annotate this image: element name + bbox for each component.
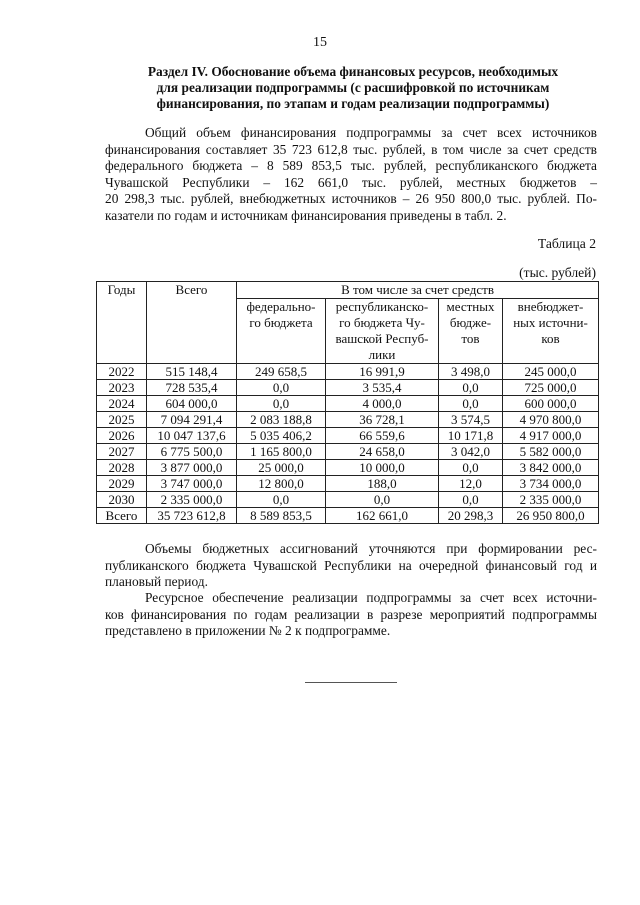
paragraph-line: Чувашской Республики – 162 661,0 тыс. рублей, местных бюджетов – [105,174,597,190]
paragraph-line: ков финансирования по годам реализации в разрезе мероприятий подпрограммы [105,606,597,622]
resources-paragraph [105,590,597,640]
table-cell: 0,0 [326,492,439,508]
table-row [97,444,599,460]
table-cell: 10 171,8 [439,428,503,444]
table-cell: 2024 [97,396,147,412]
table-cell: 1 165 800,0 [237,444,326,460]
table-cell: 725 000,0 [503,380,599,396]
table-cell: 3 574,5 [439,412,503,428]
table-cell: 36 728,1 [326,412,439,428]
table-row [97,508,599,524]
table-cell: 2 083 188,8 [237,412,326,428]
header-line: лики [368,347,396,362]
table-cell: 4 000,0 [326,396,439,412]
table-row [97,364,599,380]
header-line: федерально- [246,299,316,314]
table-cell: 3 842 000,0 [503,460,599,476]
table-cell: 4 970 800,0 [503,412,599,428]
table-cell: 600 000,0 [503,396,599,412]
table-cell: 3 877 000,0 [147,460,237,476]
table-cell: 3 535,4 [326,380,439,396]
financing-table [96,281,599,524]
table-cell: 10 000,0 [326,460,439,476]
table-cell: 2 335 000,0 [503,492,599,508]
table-cell: 0,0 [439,380,503,396]
table-cell: 0,0 [237,492,326,508]
table-cell: 2027 [97,444,147,460]
section-title-line: для реализации подпрограммы (с расшифровкой по источникам [156,80,550,95]
table-row [97,412,599,428]
header-line: ков [541,331,560,346]
table-cell: 2022 [97,364,147,380]
table-cell: 3 734 000,0 [503,476,599,492]
page-number: 15 [313,35,327,50]
table-row [97,396,599,412]
header-extrabudgetary [503,299,599,364]
table-cell: 66 559,6 [326,428,439,444]
table-row [97,460,599,476]
table-row [97,492,599,508]
header-years: Годы [97,282,147,364]
table-cell: 26 950 800,0 [503,508,599,524]
table-cell: 10 047 137,6 [147,428,237,444]
table-cell: 12 800,0 [237,476,326,492]
header-line: республиканско- [335,299,429,314]
header-line: тов [461,331,480,346]
table-cell: 4 917 000,0 [503,428,599,444]
header-line: ных источни- [513,315,588,330]
table-cell: 12,0 [439,476,503,492]
section-title-line: Раздел IV. Обоснование объема финансовых ресурсов, необходимых [147,64,559,79]
table-cell: 2026 [97,428,147,444]
table-cell: 25 000,0 [237,460,326,476]
table-cell: 0,0 [439,460,503,476]
table-cell: 3 498,0 [439,364,503,380]
table-cell: 2030 [97,492,147,508]
table-cell: 8 589 853,5 [237,508,326,524]
header-local [439,299,503,364]
header-federal [237,299,326,364]
table-cell: 2029 [97,476,147,492]
paragraph-line: плановый период. [105,574,208,589]
paragraph-line: представлено в приложении № 2 к подпрограмме. [105,623,391,638]
header-line: бюдже- [449,315,492,330]
table-row [97,428,599,444]
table-cell: 604 000,0 [147,396,237,412]
table-cell: 0,0 [439,396,503,412]
table-cell: 0,0 [237,380,326,396]
header-total: Всего [147,282,237,364]
header-line: вашской Респуб- [335,331,429,346]
table-row [97,380,599,396]
paragraph-line: казатели по годам и источникам финансирования приведены в табл. 2. [105,207,507,223]
paragraph-line: 20 298,3 тыс. рублей, внебюджетных источников – 26 950 800,0 тыс. рублей. По- [105,191,597,206]
section-title [118,64,588,112]
paragraph-line: Ресурсное обеспечение реализации подпрограммы за счет всех источни- [145,590,597,605]
table-cell: 16 991,9 [326,364,439,380]
paragraph-line: Общий объем финансирования подпрограммы за счет всех источников [145,125,597,140]
table-cell: 35 723 612,8 [147,508,237,524]
table-cell: 249 658,5 [237,364,326,380]
table-cell: 7 094 291,4 [147,412,237,428]
header-group: В том числе за счет средств [237,282,599,299]
table-cell: 188,0 [326,476,439,492]
table-cell: 2 335 000,0 [147,492,237,508]
table-cell: 2028 [97,460,147,476]
table-cell: 0,0 [237,396,326,412]
table-cell: 24 658,0 [326,444,439,460]
header-line: го бюджета [249,315,313,330]
header-republic [326,299,439,364]
header-line: местных [446,299,495,314]
table-cell: Всего [97,508,147,524]
paragraph-line: финансирования составляет 35 723 612,8 тыс. рублей, в том числе за счет средств [105,141,597,157]
table-cell: 0,0 [439,492,503,508]
table-cell: 728 535,4 [147,380,237,396]
table-label: Таблица 2 [537,236,596,251]
table-row [97,476,599,492]
table-cell: 3 042,0 [439,444,503,460]
table-cell: 515 148,4 [147,364,237,380]
table-cell: 2025 [97,412,147,428]
table-cell: 5 035 406,2 [237,428,326,444]
header-line: внебюджет- [517,299,584,314]
table-cell: 245 000,0 [503,364,599,380]
paragraph-line: публиканского бюджета Чувашской Республики на очередной финансовый год и [105,557,597,573]
table-cell: 3 747 000,0 [147,476,237,492]
table-body [97,364,599,524]
table-cell: 162 661,0 [326,508,439,524]
section-title-line: финансирования, по этапам и годам реализации подпрограммы) [156,96,550,111]
table-cell: 6 775 500,0 [147,444,237,460]
table-cell: 2023 [97,380,147,396]
header-line: го бюджета Чу- [339,315,425,330]
paragraph-line: федерального бюджета – 8 589 853,5 тыс. рублей, республиканского бюджета [105,158,597,173]
separator-line [305,682,397,683]
units-label: (тыс. рублей) [519,265,596,280]
table-cell: 5 582 000,0 [503,444,599,460]
allocations-paragraph [105,541,597,591]
funding-paragraph [105,125,597,224]
paragraph-line: Объемы бюджетных ассигнований уточняются при формировании рес- [145,541,597,556]
table-cell: 20 298,3 [439,508,503,524]
